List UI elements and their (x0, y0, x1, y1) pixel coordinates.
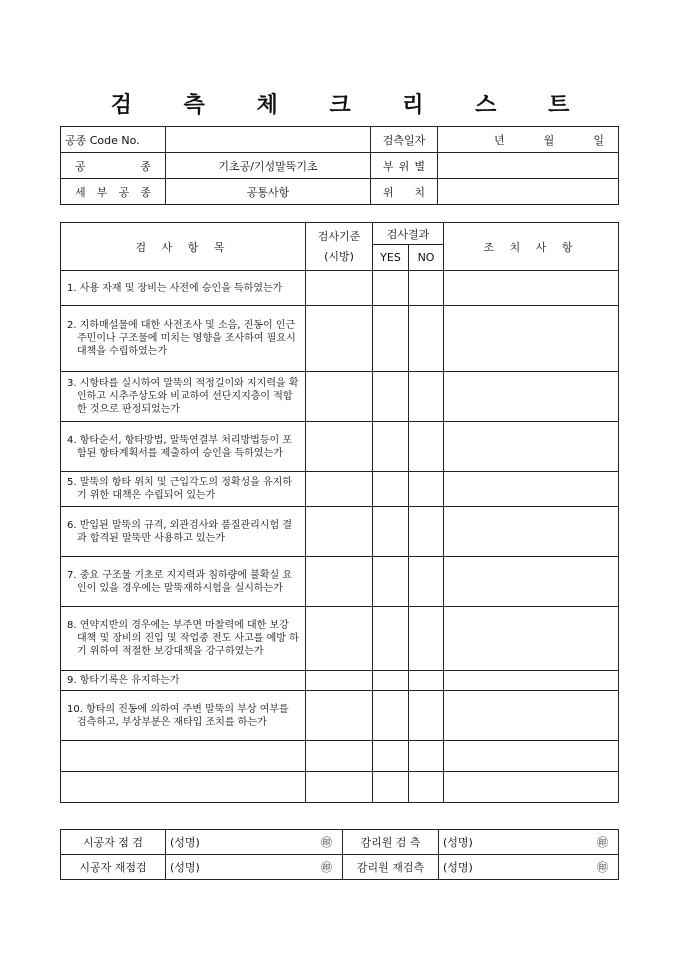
standard-cell[interactable] (306, 372, 373, 422)
standard-cell[interactable] (306, 557, 373, 607)
yes-cell[interactable] (373, 271, 409, 306)
seal-icon: ㊞ (597, 861, 608, 874)
yes-cell[interactable] (373, 772, 409, 803)
yes-cell[interactable] (373, 372, 409, 422)
item-8: 8. 연약지반의 경우에는 부주면 마찰력에 대한 보강 대책 및 장비의 진입 및 작업중 전도 사고를 예방 하기 위하여 적절한 보강대책을 강구하였는가 (67, 620, 299, 657)
item-6: 6. 반입된 말뚝의 규격, 외관검사와 품질관리시험 결과 합격된 말뚝만 사용하고 있는가 (67, 519, 292, 544)
location-value[interactable] (438, 179, 619, 205)
yes-cell[interactable] (373, 306, 409, 372)
yes-cell[interactable] (373, 671, 409, 691)
date-year: 년 (494, 133, 505, 147)
supervisor-inspect-label: 감리원 검 측 (343, 830, 439, 855)
standard-cell[interactable] (306, 691, 373, 741)
checklist-item-text (61, 691, 306, 741)
yes-cell[interactable] (373, 472, 409, 507)
item-2: 2. 지하매설물에 대한 사전조사 및 소음, 진동이 인근 주민이나 구조물에 미치는 영향을 조사하여 필요시 대책을 수립하였는가 (67, 320, 296, 357)
date-day: 일 (593, 133, 604, 147)
yes-cell[interactable] (373, 741, 409, 772)
action-cell[interactable] (444, 306, 619, 372)
standard-cell[interactable] (306, 507, 373, 557)
col-result-header: 검사결과 (373, 223, 444, 245)
no-cell[interactable] (409, 472, 444, 507)
work-label: 공 종 (61, 153, 166, 179)
col-item-header: 검 사 항 목 (61, 223, 306, 271)
checklist-item-text (61, 422, 306, 472)
item-5: 5. 말뚝의 항타 위치 및 근입각도의 정확성을 유지하기 위한 대책은 수립되어 있는가 (67, 477, 292, 501)
detail-work-value[interactable]: 공통사항 (166, 179, 371, 205)
standard-cell[interactable] (306, 271, 373, 306)
standard-cell[interactable] (306, 422, 373, 472)
standard-cell[interactable] (306, 772, 373, 803)
standard-cell[interactable] (306, 306, 373, 372)
supervisor-inspect-sign[interactable] (439, 830, 619, 855)
no-cell[interactable] (409, 557, 444, 607)
item-1: 1. 사용 자재 및 장비는 사전에 승인을 득하였는가 (67, 282, 283, 294)
checklist-table (60, 222, 619, 803)
contractor-inspect-sign[interactable] (166, 830, 343, 855)
standard-cell[interactable] (306, 472, 373, 507)
code-label: 공종 Code No. (61, 127, 166, 153)
action-cell[interactable] (444, 741, 619, 772)
checklist-item-text (61, 671, 306, 691)
no-cell[interactable] (409, 607, 444, 671)
no-cell[interactable] (409, 271, 444, 306)
contractor-reinspect-label: 시공자 재점검 (61, 855, 166, 880)
no-cell[interactable] (409, 507, 444, 557)
no-cell[interactable] (409, 306, 444, 372)
seal-icon: ㊞ (321, 861, 332, 874)
name-placeholder: (성명) (170, 836, 200, 849)
checklist-item-text (61, 607, 306, 671)
action-cell[interactable] (444, 372, 619, 422)
checklist-item-text (61, 372, 306, 422)
action-cell[interactable] (444, 507, 619, 557)
code-value[interactable] (166, 127, 371, 153)
part-label: 부 위 별 (371, 153, 438, 179)
action-cell[interactable] (444, 557, 619, 607)
col-action-header: 조 치 사 항 (444, 223, 619, 271)
col-standard-line1: 검사기준 (317, 229, 361, 243)
checklist-item-text (61, 557, 306, 607)
checklist-item-text[interactable] (61, 741, 306, 772)
location-label: 위 치 (371, 179, 438, 205)
standard-cell[interactable] (306, 607, 373, 671)
checklist-item-text (61, 507, 306, 557)
name-placeholder: (성명) (443, 861, 473, 874)
detail-work-label: 세 부 공 종 (61, 179, 166, 205)
standard-cell[interactable] (306, 671, 373, 691)
yes-cell[interactable] (373, 507, 409, 557)
name-placeholder: (성명) (443, 836, 473, 849)
page-title: 검 측 체 크 리 스 트 (110, 92, 592, 118)
no-cell[interactable] (409, 671, 444, 691)
item-3: 3. 시항타를 실시하여 말뚝의 적정길이와 지지력을 확인하고 시추주상도와 비교하여 선단지지층이 적합한 것으로 판정되었는가 (67, 378, 299, 415)
item-4: 4. 항타순서, 항타방법, 말뚝연결부 처리방법등이 포함된 항타계획서를 제출하여 승인을 득하였는가 (67, 434, 292, 459)
date-month: 월 (543, 133, 555, 147)
seal-icon: ㊞ (321, 836, 332, 849)
no-cell[interactable] (409, 691, 444, 741)
supervisor-reinspect-label: 감리원 재검측 (343, 855, 439, 880)
contractor-inspect-label: 시공자 점 검 (61, 830, 166, 855)
date-label: 검측일자 (371, 127, 438, 153)
standard-cell[interactable] (306, 741, 373, 772)
action-cell[interactable] (444, 607, 619, 671)
yes-cell[interactable] (373, 557, 409, 607)
header-info-table (60, 126, 619, 205)
col-no-header: NO (409, 245, 444, 271)
signature-table (60, 829, 619, 880)
col-yes-header: YES (373, 245, 409, 271)
action-cell[interactable] (444, 671, 619, 691)
item-10: 10. 항타의 진동에 의하여 주변 말뚝의 부상 여부를 검측하고, 부상부분은 재타입 조치를 하는가 (67, 703, 289, 728)
item-7: 7. 중요 구조물 기초로 지지력과 침하량에 불확실 요인이 있을 경우에는 말뚝재하시험을 실시하는가 (67, 569, 292, 594)
no-cell[interactable] (409, 372, 444, 422)
action-cell[interactable] (444, 772, 619, 803)
part-value[interactable] (438, 153, 619, 179)
date-value[interactable] (438, 127, 619, 153)
col-standard-line2: (시방) (324, 249, 354, 263)
checklist-item-text (61, 306, 306, 372)
action-cell[interactable] (444, 472, 619, 507)
contractor-reinspect-sign[interactable] (166, 855, 343, 880)
action-cell[interactable] (444, 691, 619, 741)
supervisor-reinspect-sign[interactable] (439, 855, 619, 880)
yes-cell[interactable] (373, 607, 409, 671)
action-cell[interactable] (444, 271, 619, 306)
work-value[interactable]: 기초공/기성말뚝기초 (166, 153, 371, 179)
no-cell[interactable] (409, 422, 444, 472)
checklist-item-text (61, 472, 306, 507)
checklist-item-text[interactable] (61, 772, 306, 803)
yes-cell[interactable] (373, 691, 409, 741)
col-standard-header (306, 223, 373, 271)
seal-icon: ㊞ (597, 836, 608, 849)
name-placeholder: (성명) (170, 861, 200, 874)
no-cell[interactable] (409, 741, 444, 772)
no-cell[interactable] (409, 772, 444, 803)
checklist-item-text (61, 271, 306, 306)
action-cell[interactable] (444, 422, 619, 472)
yes-cell[interactable] (373, 422, 409, 472)
item-9: 9. 항타기록은 유지하는가 (67, 675, 180, 686)
